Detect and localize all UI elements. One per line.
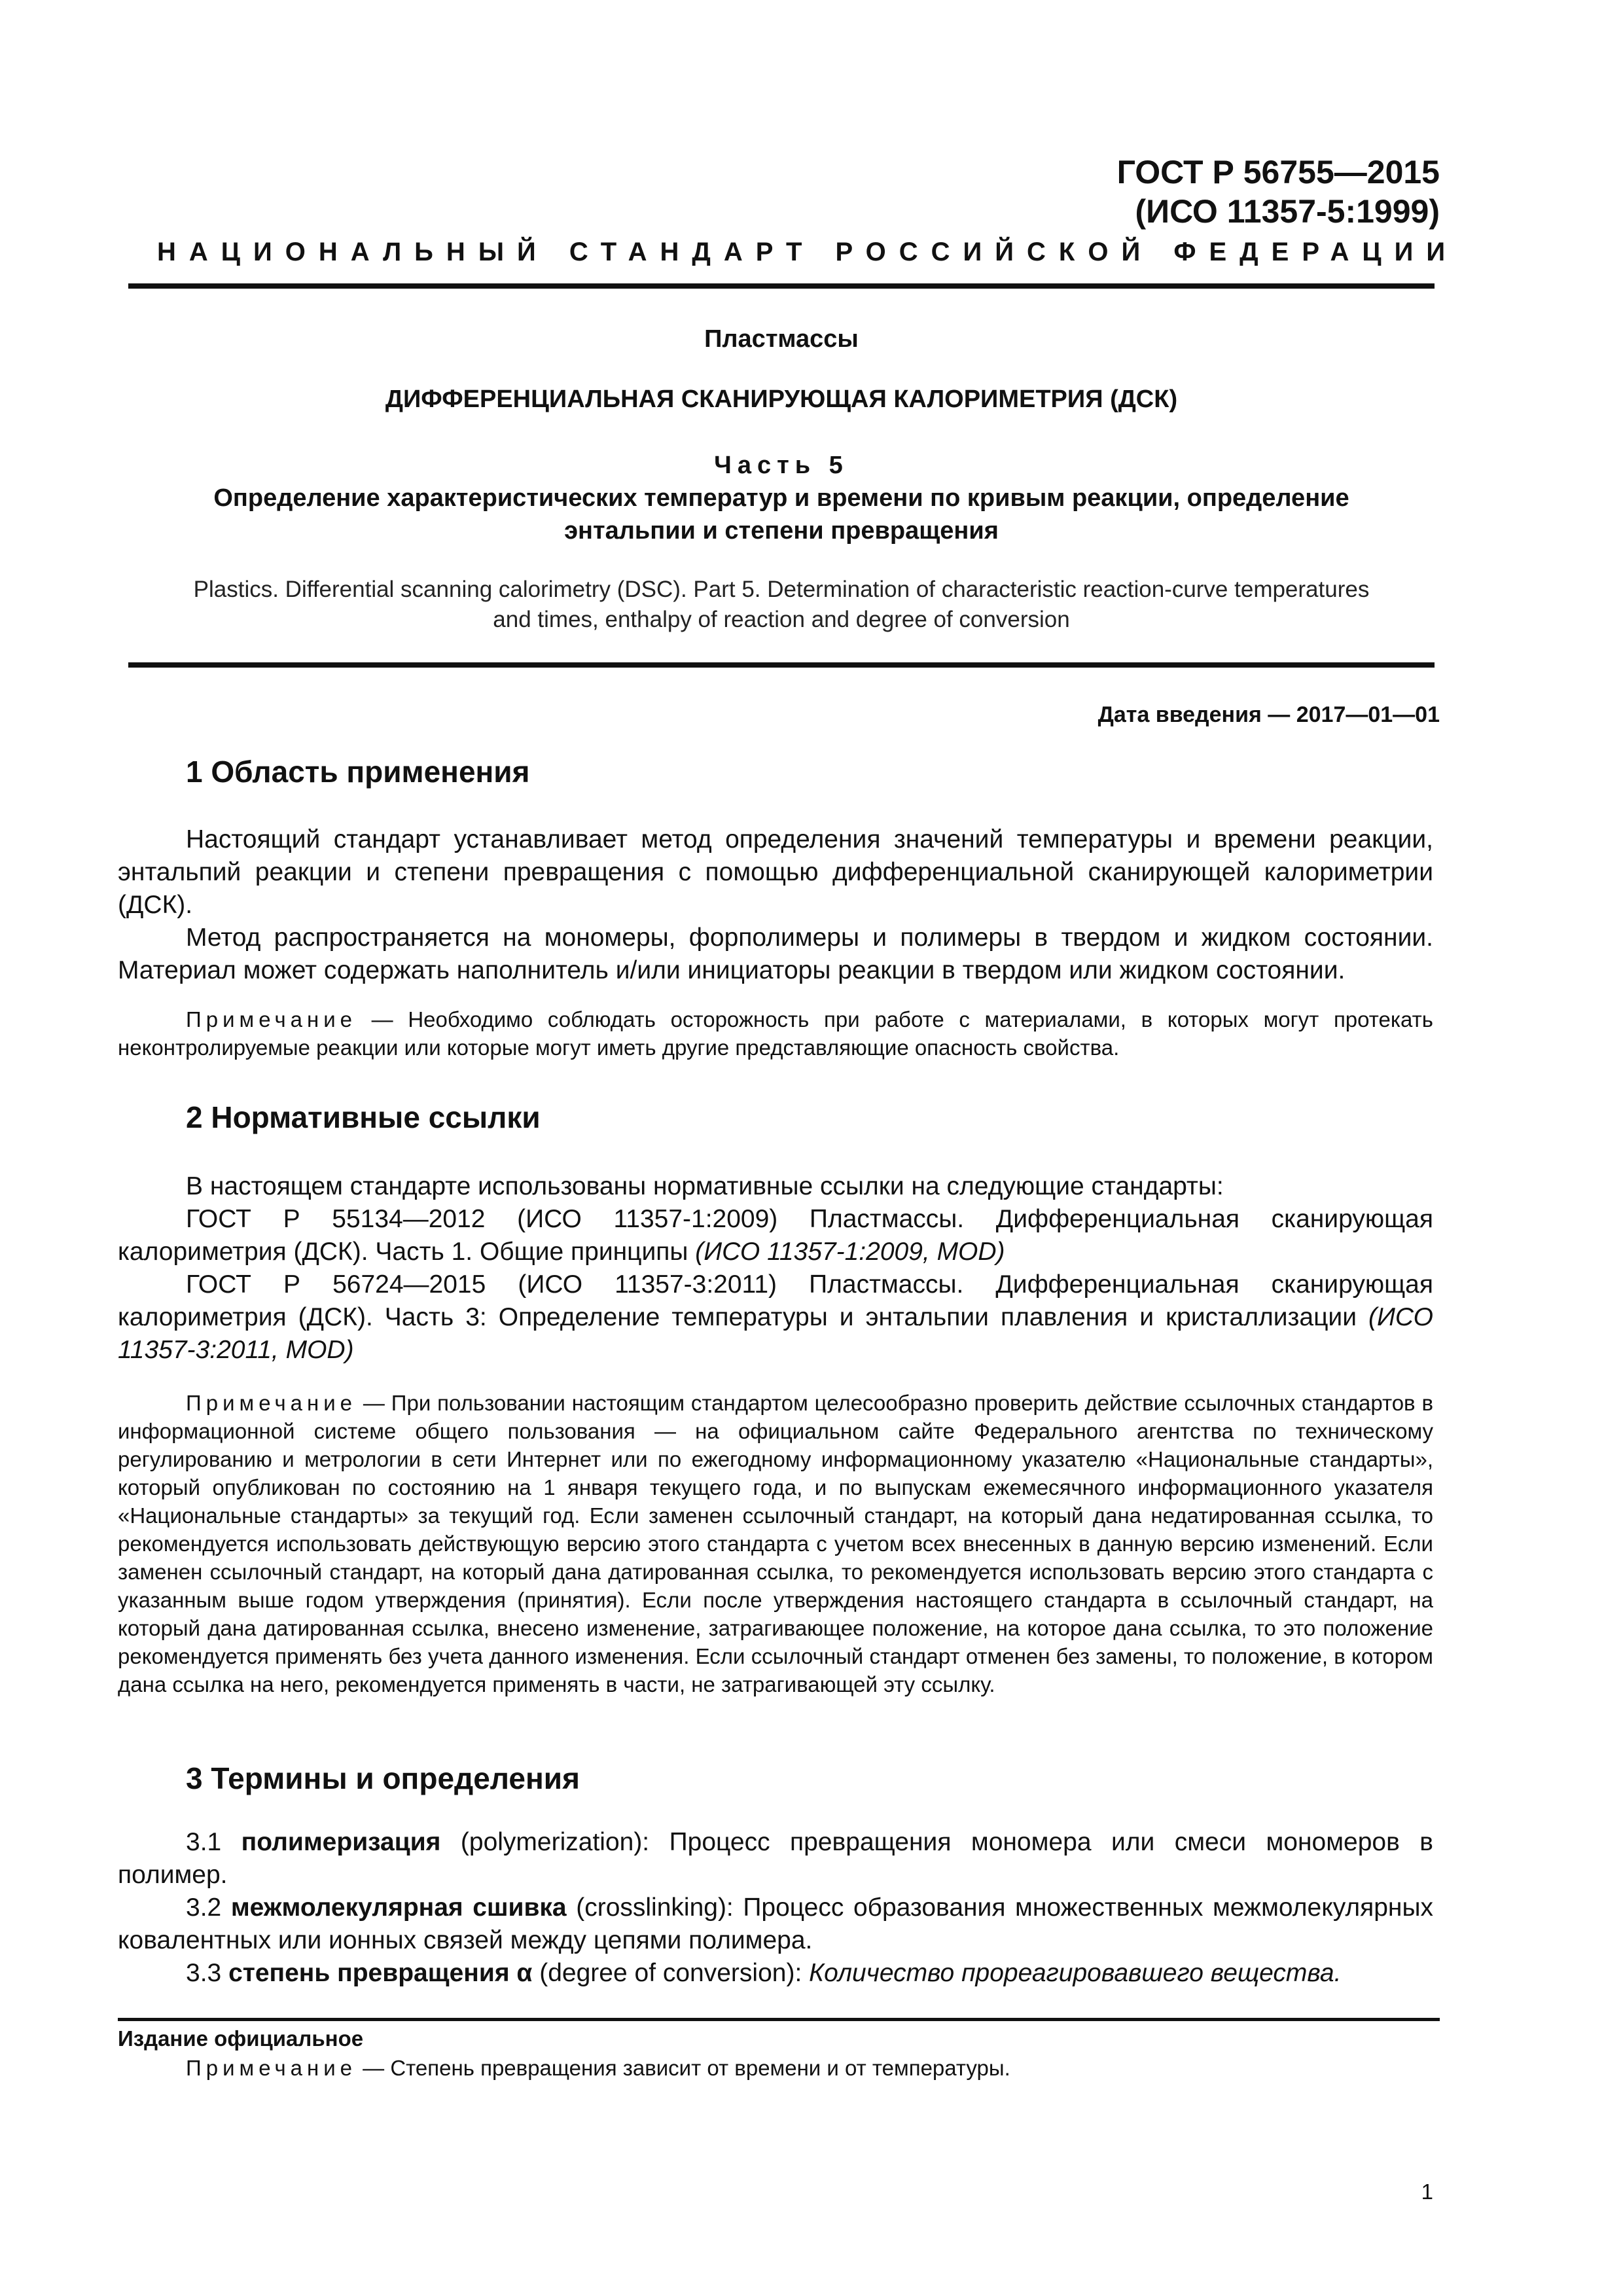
subject-title: Пластмассы [704, 325, 859, 353]
reference-2-mod: (ИСО 11357-3:2011, MOD) [118, 1303, 1433, 1364]
term-3-3-definition: (degree of conversion): [532, 1959, 810, 1987]
term-3-3 [118, 1957, 1433, 1990]
section-1-paragraph-2-text: Метод распространяется на мономеры, форполимеры и полимеры в твердом и жидком состоянии. Материал может содержать наполнитель и/или инициаторы реакции в твердом или жидком состоянии. [118, 924, 1433, 984]
term-3-2-number: 3.2 [186, 1893, 231, 1922]
gost-number: ГОСТ Р 56755—2015 [1116, 154, 1440, 190]
page-number: 1 [1421, 2179, 1433, 2204]
section-1-paragraph-1-text: Настоящий стандарт устанавливает метод определения значений температуры и времени реакции, энтальпий реакции и степени превращения с помощью дифференциальной сканирующей калориметрии (ДСК). [118, 825, 1433, 919]
main-title: ДИФФЕРЕНЦИАЛЬНАЯ СКАНИРУЮЩАЯ КАЛОРИМЕТРИЯ (ДСК) [385, 386, 1178, 413]
note-text: — Необходимо соблюдать осторожность при работе с материалами, в которых могут протекать неконтролируемые реакции или которые могут иметь другие представляющие опасность свойства. [118, 1007, 1433, 1060]
section-2-paragraph-1-text: В настоящем стандарте использованы нормативные ссылки на следующие стандарты: [186, 1172, 1224, 1200]
official-edition-label: Издание официальное [118, 2026, 364, 2051]
footer-divider [118, 2018, 1440, 2021]
note-text: — Степень превращения зависит от времени и от температуры. [357, 2056, 1010, 2080]
section-2-heading: 2 Нормативные ссылки [186, 1100, 541, 1134]
subtitle-line-2: энтальпии и степени превращения [564, 517, 999, 545]
section-1-paragraph-2 [118, 922, 1433, 987]
section-1-paragraph-1 [118, 823, 1433, 922]
term-3-1-term: полимеризация [241, 1828, 441, 1856]
term-3-3-definition-italic: Количество прореагировавшего вещества. [809, 1959, 1342, 1987]
section-3-heading: 3 Термины и определения [186, 1761, 580, 1795]
section-3-note [118, 2054, 1433, 2082]
note-label: Примечание [186, 1391, 357, 1415]
term-3-2-term: межмолекулярная сшивка [230, 1893, 567, 1922]
note-label: Примечание [186, 1007, 357, 1031]
note-label: Примечание [186, 2056, 357, 2080]
subtitle-line-1: Определение характеристических температур и времени по кривым реакции, определение [213, 484, 1349, 512]
iso-number: (ИСО 11357-5:1999) [1135, 193, 1440, 230]
section-2-note [118, 1389, 1433, 1698]
title-divider [128, 662, 1435, 668]
section-2-paragraph-1 [118, 1170, 1433, 1203]
english-title [128, 575, 1435, 635]
reference-2 [118, 1268, 1433, 1367]
term-3-1 [118, 1826, 1433, 1892]
term-3-2 [118, 1892, 1433, 1957]
header-divider [128, 283, 1435, 289]
section-1-heading: 1 Область применения [186, 755, 530, 789]
english-title-line-2: and times, enthalpy of reaction and degree of conversion [493, 607, 1070, 632]
subtitle [128, 482, 1435, 547]
term-3-1-definition: (polymerization): Процесс превращения мономера или смеси мономеров в полимер. [118, 1828, 1433, 1889]
reference-1-mod: (ИСО 11357-1:2009, MOD) [695, 1238, 1005, 1266]
term-3-3-number: 3.3 [186, 1959, 229, 1987]
national-standard-title: НАЦИОНАЛЬНЫЙ СТАНДАРТ РОССИЙСКОЙ ФЕДЕРАЦИИ [157, 238, 1459, 266]
section-1-note [118, 1005, 1433, 1062]
part-label: Часть 5 [714, 452, 849, 479]
introduction-date: Дата введения — 2017—01—01 [1097, 702, 1440, 727]
term-3-3-term: степень превращения α [228, 1959, 533, 1987]
reference-1-text: ГОСТ Р 55134—2012 (ИСО 11357-1:2009) Пластмассы. Дифференциальная сканирующая калориметрия (ДСК). Часть 1. Общие принципы [118, 1205, 1433, 1266]
note-text: — При пользовании настоящим стандартом целесообразно проверить действие ссылочных стандартов в информационной системе общего пользования — на официальном сайте Федерального агентства по техническому регулированию и метрологии в сети Интернет или по ежегодному информационному указателю «Национальные стандарты», который опубликован по состоянию на 1 января текущего года, и по выпускам ежемесячного информационного указателя «Национальные стандарты» за текущий год. Если заменен ссылочный стандарт, на который дана недатированная ссылка, то рекомендуется использовать действующую версию этого стандарта с учетом всех внесенных в данную версию изменений. Если заменен ссылочный стандарт, на который дана датированная ссылка, то рекомендуется использовать версию этого стандарта с указанным выше годом утверждения (принятия). Если после утверждения настоящего стандарта в ссылочный стандарт, на который дана датированная ссылка, внесено изменение, затрагивающее положение, на которое дана ссылка, то это положение рекомендуется применять без учета данного изменения. Если ссылочный стандарт отменен без замены, то положение, в котором дана ссылка на него, рекомендуется применять в части, не затрагивающей эту ссылку. [118, 1391, 1433, 1696]
english-title-line-1: Plastics. Differential scanning calorimetry (DSC). Part 5. Determination of characteristic reaction-curve temperatures [193, 577, 1370, 602]
term-3-2-definition: (crosslinking): Процесс образования множественных межмолекулярных ковалентных или ионных связей между цепями полимера. [118, 1893, 1433, 1954]
reference-1 [118, 1203, 1433, 1268]
term-3-1-number: 3.1 [186, 1828, 241, 1856]
reference-2-text: ГОСТ Р 56724—2015 (ИСО 11357-3:2011) Пластмассы. Дифференциальная сканирующая калориметрия (ДСК). Часть 3: Определение температуры и энтальпии плавления и кристаллизации [118, 1270, 1433, 1331]
